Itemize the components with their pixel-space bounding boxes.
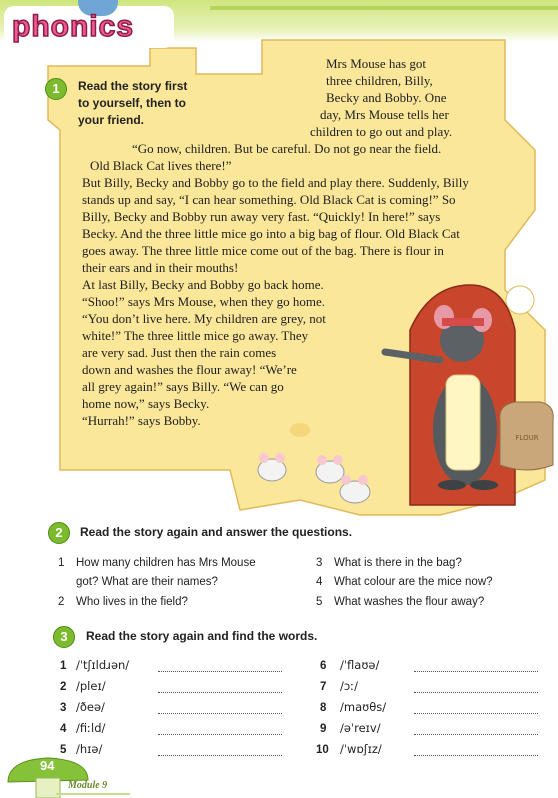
word-number: 8 — [320, 702, 327, 714]
question-text: got? What are their names? — [76, 576, 218, 588]
word-number: 6 — [320, 660, 327, 672]
word-ipa: /ðeə/ — [76, 700, 105, 714]
answer-blank[interactable] — [414, 734, 538, 735]
word-ipa: /maʊθs/ — [340, 700, 387, 714]
question-text: How many children has Mrs Mouse — [76, 557, 256, 569]
section-1-instruction — [78, 78, 187, 129]
word-ipa: /əˈreɪv/ — [340, 721, 381, 735]
section-2-instruction: Read the story again and answer the questions. — [80, 525, 353, 539]
story-line: all grey again!” says Billy. “We can go — [82, 379, 284, 394]
word-number: 10 — [316, 744, 329, 756]
story-line: day, Mrs Mouse tells her — [320, 107, 449, 122]
word-ipa: /pleɪ/ — [76, 679, 106, 693]
cheese-hole — [290, 423, 310, 437]
word-ipa: /fiːld/ — [76, 721, 106, 735]
word-number: 9 — [320, 723, 327, 735]
answer-blank[interactable] — [158, 734, 282, 735]
story-line: “Hurrah!” says Bobby. — [82, 413, 201, 428]
story-line: children to go out and play. — [310, 124, 453, 139]
word-number: 1 — [60, 660, 67, 672]
section-3-instruction: Read the story again and find the words. — [86, 629, 318, 643]
question-text: What colour are the mice now? — [334, 576, 493, 588]
word-ipa: /ˈflaʊə/ — [340, 658, 380, 672]
answer-blank[interactable] — [414, 692, 538, 693]
section-1-badge: 1 — [45, 78, 67, 100]
story-line: home now,” says Becky. — [82, 396, 210, 411]
story-line: Becky and Bobby. One — [326, 90, 447, 105]
word-number: 7 — [320, 681, 327, 693]
story-line: their ears and in their mouths! — [82, 260, 239, 275]
page-number-mushroom — [0, 754, 130, 798]
question-number: 2 — [58, 596, 65, 608]
flour-bag-label: FLOUR — [515, 434, 539, 442]
story-line: down and washes the flour away! “We’re — [82, 362, 297, 377]
word-ipa: /ˈwɒʃɪz/ — [340, 742, 382, 756]
story-line: “Go now, children. But be careful. Do not go near the field. — [132, 141, 442, 156]
instruction-line: to yourself, then to — [78, 96, 186, 110]
story-line: three children, Billy, — [326, 73, 433, 88]
story-line: Old Black Cat lives there!” — [90, 158, 232, 173]
answer-blank[interactable] — [414, 755, 538, 756]
instruction-line: your friend. — [78, 113, 145, 127]
section-3-badge: 3 — [53, 626, 75, 648]
word-number: 2 — [60, 681, 67, 693]
word-ipa: /ˈtʃɪldɹən/ — [76, 658, 130, 672]
question-text: What is there in the bag? — [334, 557, 462, 569]
word-number: 4 — [60, 723, 67, 735]
cheese-hole — [506, 286, 534, 314]
instruction-line: Read the story first — [78, 79, 188, 93]
module-label: Module 9 — [68, 780, 108, 791]
word-ipa: /hɪə/ — [76, 742, 103, 756]
question-text: Who lives in the field? — [76, 596, 188, 608]
story-line: are very sad. Just then the rain comes — [82, 345, 277, 360]
story-line: But Billy, Becky and Bobby go to the field and play there. Suddenly, Billy — [82, 175, 469, 190]
word-number: 5 — [60, 744, 67, 756]
story-line: Mrs Mouse has got — [326, 56, 427, 71]
question-number: 5 — [316, 596, 323, 608]
phonics-logo: phonics — [12, 10, 135, 43]
answer-blank[interactable] — [158, 713, 282, 714]
question-text: What washes the flour away? — [334, 596, 485, 608]
page-number: 94 — [40, 758, 55, 773]
story-line: Billy, Becky and Bobby run away very fast. “Quickly! In here!” says — [82, 209, 441, 224]
answer-blank[interactable] — [158, 692, 282, 693]
story-line: “You don’t live here. My children are grey, not — [82, 311, 326, 326]
answer-blank[interactable] — [414, 713, 538, 714]
story-line: stands up and say, “I can hear something. Old Black Cat is coming!” So — [82, 192, 456, 207]
section-2-badge: 2 — [48, 522, 70, 544]
question-number: 4 — [316, 576, 323, 588]
word-ipa: /ɔː/ — [340, 679, 358, 693]
answer-blank[interactable] — [414, 671, 538, 672]
story-line: goes away. The three little mice come out of the bag. There is flour in — [82, 243, 444, 258]
question-number: 1 — [58, 557, 65, 569]
answer-blank[interactable] — [158, 755, 282, 756]
story-line: white!” The three little mice go away. They — [82, 328, 309, 343]
story-line: Becky. And the three little mice go into a big bag of flour. Old Black Cat — [82, 226, 460, 241]
story-line: At last Billy, Becky and Bobby go back home. — [82, 277, 324, 292]
question-number: 3 — [316, 557, 323, 569]
answer-blank[interactable] — [158, 671, 282, 672]
word-number: 3 — [60, 702, 67, 714]
story-line: “Shoo!” says Mrs Mouse, when they go home. — [82, 294, 325, 309]
